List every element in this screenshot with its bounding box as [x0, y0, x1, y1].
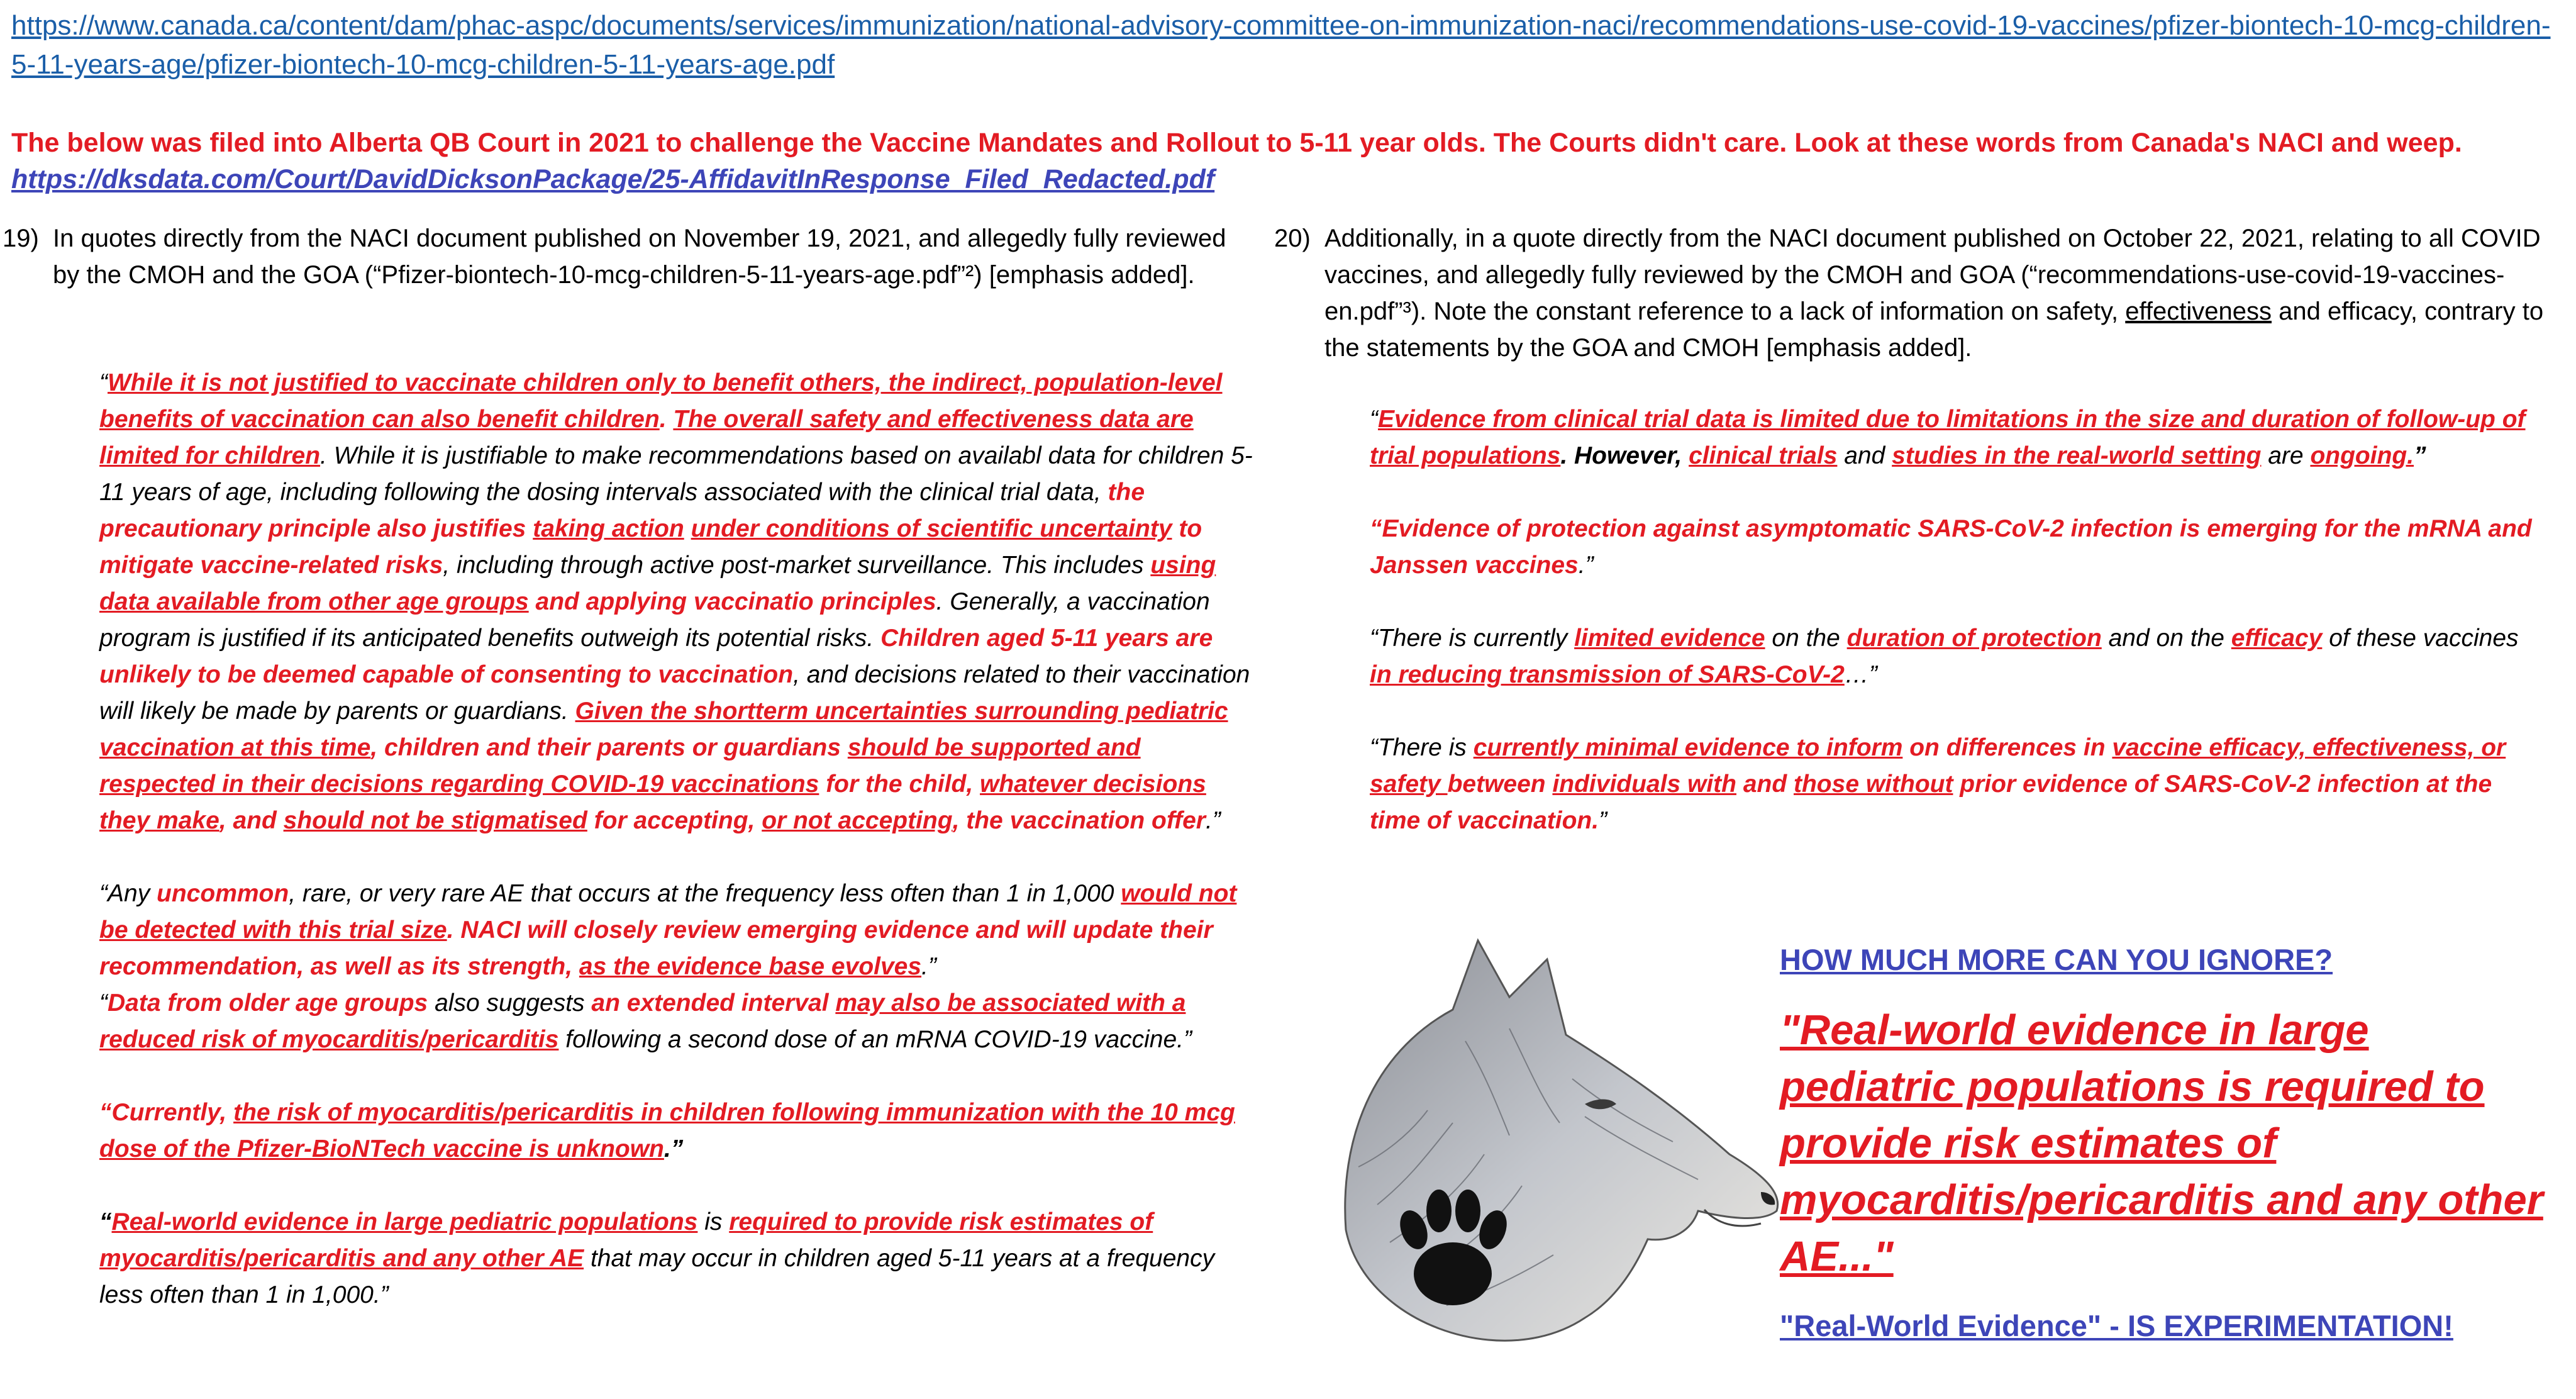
source-url-link[interactable]: https://www.canada.ca/content/dam/phac-aspc/documents/services/immunization/national-advisory-committee-on-immunization-naci/recommendations-use-covid-19-vaccines/pfizer-biontech-10-mcg-children-5-11-years-age/pfizer-biontech-10-mcg-children-5-11-years-age.pdf — [11, 10, 2551, 80]
left-quote-4: “Currently, the risk of myocarditis/pericarditis in children following immunization with the 10 mcg dose of the Pfizer-BioNTech vaccine is unknown.” — [99, 1099, 1235, 1162]
left-quote-1: “While it is not justified to vaccinate children only to benefit others, the indirect, population-level benefits of vaccination can also benefit children. The overall safety and effectiveness data are limited for children. While it is justifiable to make recommendations based on availabl data for children 5-11 years of age, including following the dosing intervals associated with the clinical trial data, the precautionary principle also justifies taking action under conditions of scientific uncertainty to mitigate vaccine-related risks, including through active post-market surveillance. This includes using data available from other age groups and applying vaccinatio principles. Generally, a vaccination program is justified if its anticipated benefits outweigh its potential risks. Children aged 5-11 years are unlikely to be deemed capable of consenting to vaccination, and decisions related to their vaccination will likely be made by parents or guardians. Given the shortterm uncertainties surrounding pediatric vaccination at this time, children and their parents or guardians should be supported and respected in their decisions regarding COVID-19 vaccinations for the child, whatever decisions they make, and should not be stigmatised for accepting, or not accepting, the vaccination offer.” — [99, 369, 1253, 834]
promo-question: HOW MUCH MORE CAN YOU IGNORE? — [1780, 943, 2333, 976]
paragraph-text: Additionally, in a quote directly from the NACI document published on October 22, 2021, relating to all COVID vaccines, and allegedly fully reviewed by the CMOH and GOA (“recommendations-use-covid-19-vaccines-en.pdf”³). Note the constant reference to a lack of information on safety, effectiveness and efficacy, contrary to the statements by the GOA and CMOH [emphasis added]. — [1324, 225, 2544, 362]
paragraph-text: In quotes directly from the NACI document published on November 19, 2021, and allegedly fully reviewed by the CMOH and the GOA (“Pfizer-biontech-10-mcg-children-5-11-years-age.pdf”²) [emphasis added]. — [53, 225, 1226, 289]
intro-statement: The below was filed into Alberta QB Court in 2021 to challenge the Vaccine Mandates and Rollout to 5-11 year olds. The Courts didn't care. Look at these words from Canada's NACI and weep. — [11, 128, 2462, 158]
right-quote-3: “There is currently limited evidence on the duration of protection and on the efficacy of these vaccines in reducing transmission of SARS-CoV-2…” — [1370, 625, 2519, 688]
left-quotes — [99, 365, 1263, 1313]
promo-big-quote: "Real-world evidence in large pediatric populations is required to provide risk estimates of myocarditis/pericarditis and any other AE..." — [1780, 1006, 2543, 1280]
wolf-illustration — [1321, 915, 1799, 1368]
paragraph-20-intro — [1274, 220, 2563, 366]
right-quote-4: “There is currently minimal evidence to inform on differences in vaccine efficacy, effectiveness, or safety between individuals with and those without prior evidence of SARS-CoV-2 infection at the time of vaccination.” — [1370, 734, 2506, 834]
paragraph-number: 19) — [3, 225, 39, 252]
right-quote-2: “Evidence of protection against asymptomatic SARS-CoV-2 infection is emerging for the mRNA and Janssen vaccines.” — [1370, 515, 2532, 579]
promo-block — [1780, 940, 2553, 1346]
right-quote-1: “Evidence from clinical trial data is limited due to limitations in the size and duration of follow-up of trial populations. However, clinical trials and studies in the real-world setting are ongoing.” — [1370, 406, 2526, 469]
wolf-drawing-icon — [1321, 915, 1799, 1368]
paragraph-number: 20) — [1274, 225, 1311, 252]
left-quote-3: “Data from older age groups also suggests an extended interval may also be associated with a reduced risk of myocarditis/pericarditis following a second dose of an mRNA COVID-19 vaccine.” — [99, 989, 1192, 1053]
paragraph-19-intro — [3, 220, 1254, 293]
promo-footer: "Real-World Evidence" - IS EXPERIMENTATION! — [1780, 1309, 2453, 1342]
left-quote-5: “Real-world evidence in large pediatric populations is required to provide risk estimates of myocarditis/pericarditis and any other AE that may occur in children aged 5-11 years at a frequency less often than 1 in 1,000.” — [99, 1208, 1215, 1308]
affidavit-link[interactable]: https://dksdata.com/Court/DavidDicksonPackage/25-AffidavitInResponse_Filed_Redacted.pdf — [11, 164, 1215, 194]
intro-block — [11, 125, 2565, 198]
right-quotes — [1370, 401, 2540, 839]
left-quote-2: “Any uncommon, rare, or very rare AE that occurs at the frequency less often than 1 in 1,000 would not be detected with this trial size. NACI will closely review emerging evidence and will update their recommendation, as well as its strength, as the evidence base evolves.” — [99, 880, 1237, 980]
